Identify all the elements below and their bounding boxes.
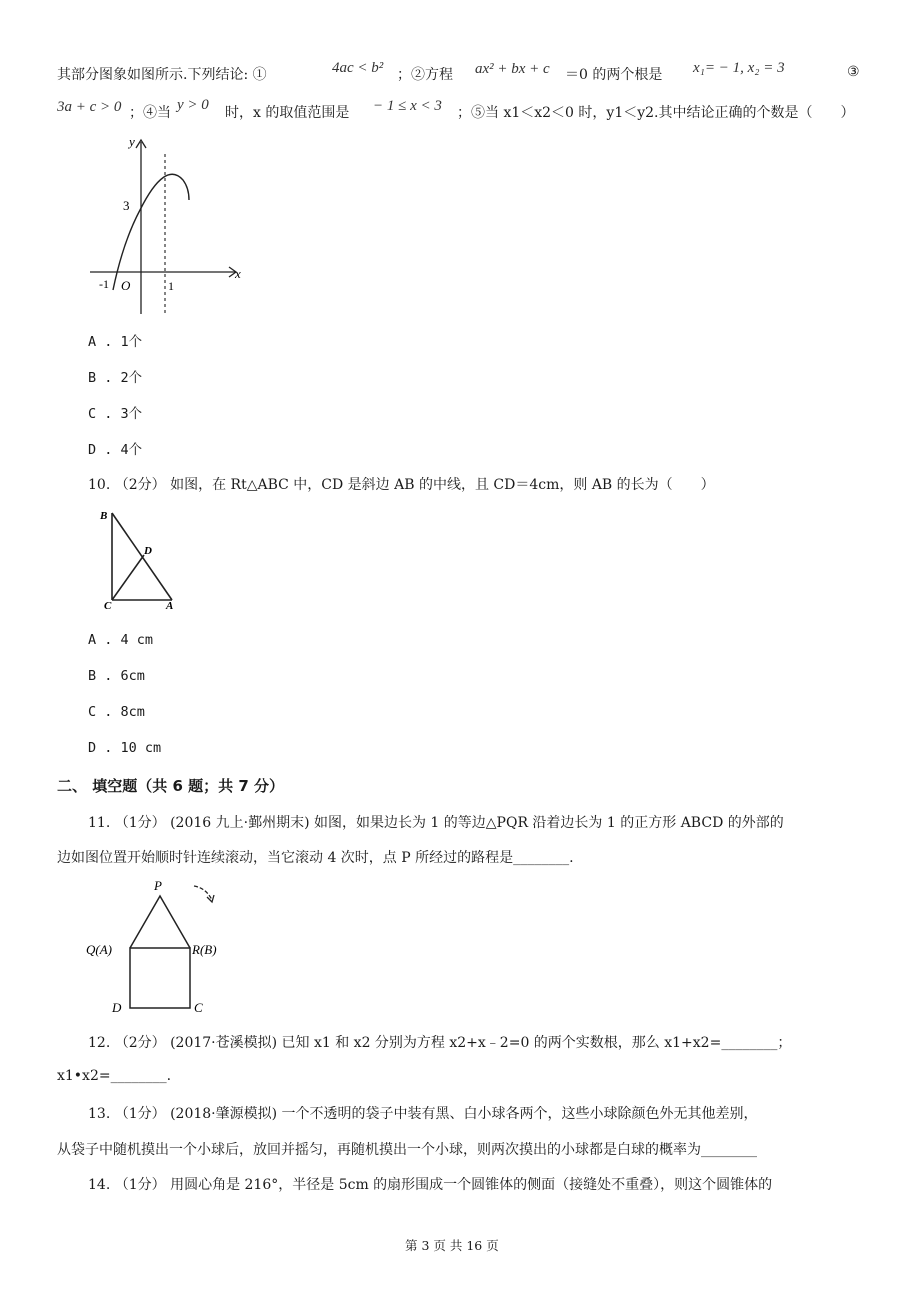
label-qa: Q(A) — [86, 942, 112, 957]
label-c: C — [194, 1000, 203, 1014]
point-d: D — [144, 545, 152, 557]
tick-neg1: -1 — [99, 277, 109, 291]
q9-option-d[interactable]: D . 4个 — [88, 442, 143, 458]
q9-mid: 时，x 的取值范围是 — [225, 105, 350, 121]
square-abcd — [130, 948, 190, 1008]
q9-math-quadratic: ax² + bx + c — [475, 61, 550, 77]
tick-1: 1 — [168, 279, 174, 293]
q9-math-range: − 1 ≤ x < 3 — [373, 98, 442, 114]
q10-option-c[interactable]: C . 8cm — [88, 704, 145, 720]
x-axis-label: x — [235, 266, 241, 281]
q13-line1: 13. （1分） (2018·肇源模拟) 一个不透明的袋子中装有黑、白小球各两个，这些小球除颜色外无其他差别， — [88, 1106, 758, 1122]
label-p: P — [154, 878, 162, 893]
q10-option-a[interactable]: A . 4 cm — [88, 632, 154, 648]
triangle-pqr — [130, 896, 190, 948]
q9-intro: 其部分图象如图所示.下列结论: ① — [57, 67, 267, 83]
q9-option-a[interactable]: A . 1个 — [88, 334, 143, 350]
q9-line1 — [57, 60, 887, 86]
q10-option-d[interactable]: D . 10 cm — [88, 740, 162, 756]
q9-parabola-graph — [85, 132, 250, 320]
q9-math-ypos: y > 0 — [177, 97, 209, 113]
q12-line2: x1•x2=________. — [57, 1068, 172, 1084]
q10-triangle-figure — [98, 505, 184, 615]
vertex-b: B — [100, 510, 108, 522]
q9-sep4: ；④当 — [129, 105, 171, 121]
q10-stem: 10. （2分） 如图，在 Rt△ABC 中，CD 是斜边 AB 的中线，且 CD＝4cm，则 AB 的长为（ ） — [88, 477, 715, 493]
q9-tail: ；⑤当 x1＜x2＜0 时，y1＜y2.其中结论正确的个数是（ ） — [457, 105, 855, 121]
q10-option-b[interactable]: B . 6cm — [88, 668, 145, 684]
origin-label: O — [121, 278, 131, 293]
q9-num3: ③ — [847, 64, 860, 80]
label-d: D — [112, 1000, 122, 1014]
q11-line2: 边如图位置开始顺时针连续滚动，当它滚动 4 次时，点 P 所经过的路程是________. — [57, 850, 574, 866]
q9-math-roots: x₁= − 1, x₂ = 3 — [693, 60, 785, 76]
median-cd — [112, 555, 144, 600]
page-footer: 第 3 页 共 16 页 — [405, 1238, 499, 1253]
q11-rolling-figure — [82, 876, 242, 1014]
rotation-arrow — [194, 886, 212, 900]
q12-line1: 12. （2分） (2017·苍溪模拟) 已知 x1 和 x2 分别为方程 x2+x﹣2=0 的两个实数根，那么 x1+x2=________； — [88, 1035, 792, 1051]
q13-line2: 从袋子中随机摸出一个小球后，放回并摇匀，再随机摸出一个小球，则两次摸出的小球都是白球的概率为________ — [57, 1142, 757, 1158]
y-axis-label: y — [129, 134, 135, 149]
q14-line1: 14. （1分） 用圆心角是 216°，半径是 5cm 的扇形围成一个圆锥体的侧面（接缝处不重叠），则这个圆锥体的 — [88, 1177, 773, 1193]
vertex-c: C — [104, 600, 112, 612]
q9-option-b[interactable]: B . 2个 — [88, 370, 143, 386]
vertex-a: A — [166, 600, 174, 612]
q9-sep2: ；②方程 — [397, 67, 453, 83]
q11-line1: 11. （1分） (2016 九上·鄞州期末) 如图，如果边长为 1 的等边△PQR 沿着边长为 1 的正方形 ABCD 的外部的 — [88, 815, 784, 831]
q9-option-c[interactable]: C . 3个 — [88, 406, 143, 422]
section-heading-fill-blank: 二、 填空题（共 6 题；共 7 分） — [57, 777, 284, 795]
q9-math-3ac: 3a + c > 0 — [57, 99, 122, 115]
label-rb: R(B) — [192, 942, 217, 957]
q9-math-4ac: 4ac < b² — [332, 60, 384, 76]
q9-line2 — [57, 97, 907, 124]
tick-3: 3 — [123, 198, 130, 213]
q9-eq-zero: ＝0 的两个根是 — [565, 67, 663, 83]
